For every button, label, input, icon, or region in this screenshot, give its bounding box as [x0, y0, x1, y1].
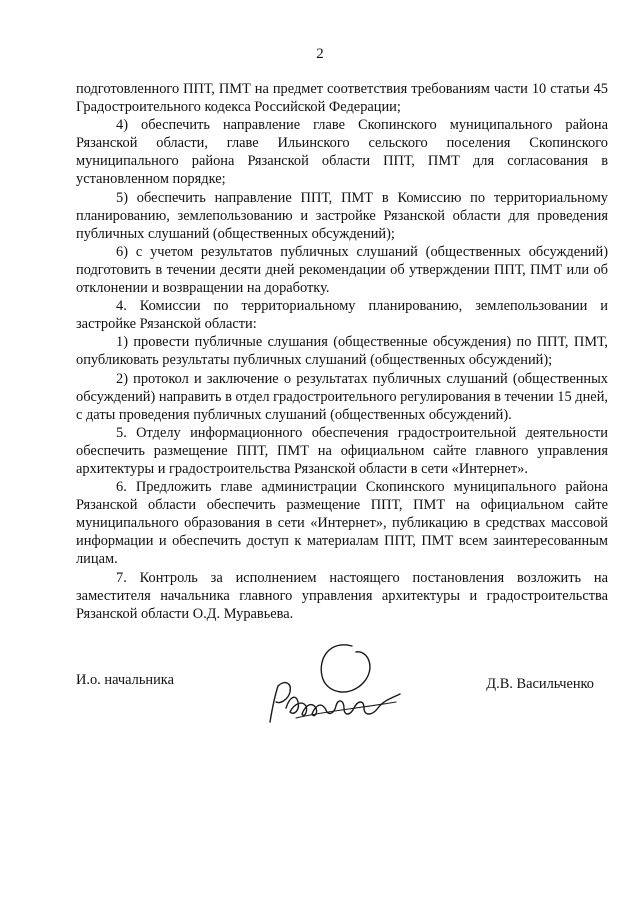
signatory-name: Д.В. Васильченко: [486, 676, 594, 692]
paragraph-subitem-2: 2) протокол и заключение о результатах публичных слушаний (общественных обсуждений) направить в отдел градостроительного регулирования в течении 15 дней, с даты проведения публичных слушаний (общественных обсуждений).: [76, 370, 608, 423]
paragraph-subitem-1: 1) провести публичные слушания (общественные обсуждения) по ППТ, ПМТ, опубликовать результаты публичных слушаний (общественных обсуждений);: [76, 334, 608, 369]
document-body: [76, 80, 608, 623]
paragraph-section-6: 6. Предложить главе администрации Скопинского муниципального района Рязанской области обеспечить размещение ППТ, ПМТ на официальном сайте муниципального образования в сети «Интернет», публикацию в средствах массовой информации и обеспечить доступ к материалам ППТ, ПМТ всем заинтересованным лицам.: [76, 479, 608, 568]
paragraph-section-4: 4. Комиссии по территориальному планированию, землепользовании и застройке Рязанской области:: [76, 298, 608, 333]
paragraph-continuation: подготовленного ППТ, ПМТ на предмет соответствия требованиям части 10 статьи 45 Градостроительного кодекса Российской Федерации;: [76, 81, 608, 116]
paragraph-item-6: 6) с учетом результатов публичных слушаний (общественных обсуждений) подготовить в течении десяти дней рекомендации об утверждении ППТ, ПМТ или об отклонении и возвращении на доработку.: [76, 243, 608, 297]
paragraph-section-5: 5. Отделу информационного обеспечения градостроительной деятельности обеспечить размещение ППТ, ПМТ на официальном сайте главного управления архитектуры и градостроительства Рязанской области в сети «Интернет».: [76, 424, 608, 477]
paragraph-item-5: 5) обеспечить направление ППТ, ПМТ в Комиссию по территориальному планированию, землепользованию и застройке Рязанской области для проведения публичных слушаний (общественных обсуждений);: [76, 189, 608, 242]
handwritten-signature: [260, 638, 410, 738]
paragraph-item-4: 4) обеспечить направление главе Скопинского муниципального района Рязанской области, главе Ильинского сельского поселения Скопинского муниципального района Рязанской области ППТ, ПМТ для согласования в установленном порядке;: [76, 117, 608, 188]
signature-block: [76, 672, 608, 762]
paragraph-section-7: 7. Контроль за исполнением настоящего постановления возложить на заместителя начальника главного управления архитектуры и градостроительства Рязанской области О.Д. Муравьева.: [76, 569, 608, 622]
signatory-title: И.о. начальника: [76, 672, 174, 688]
page-number: 2: [316, 46, 324, 62]
